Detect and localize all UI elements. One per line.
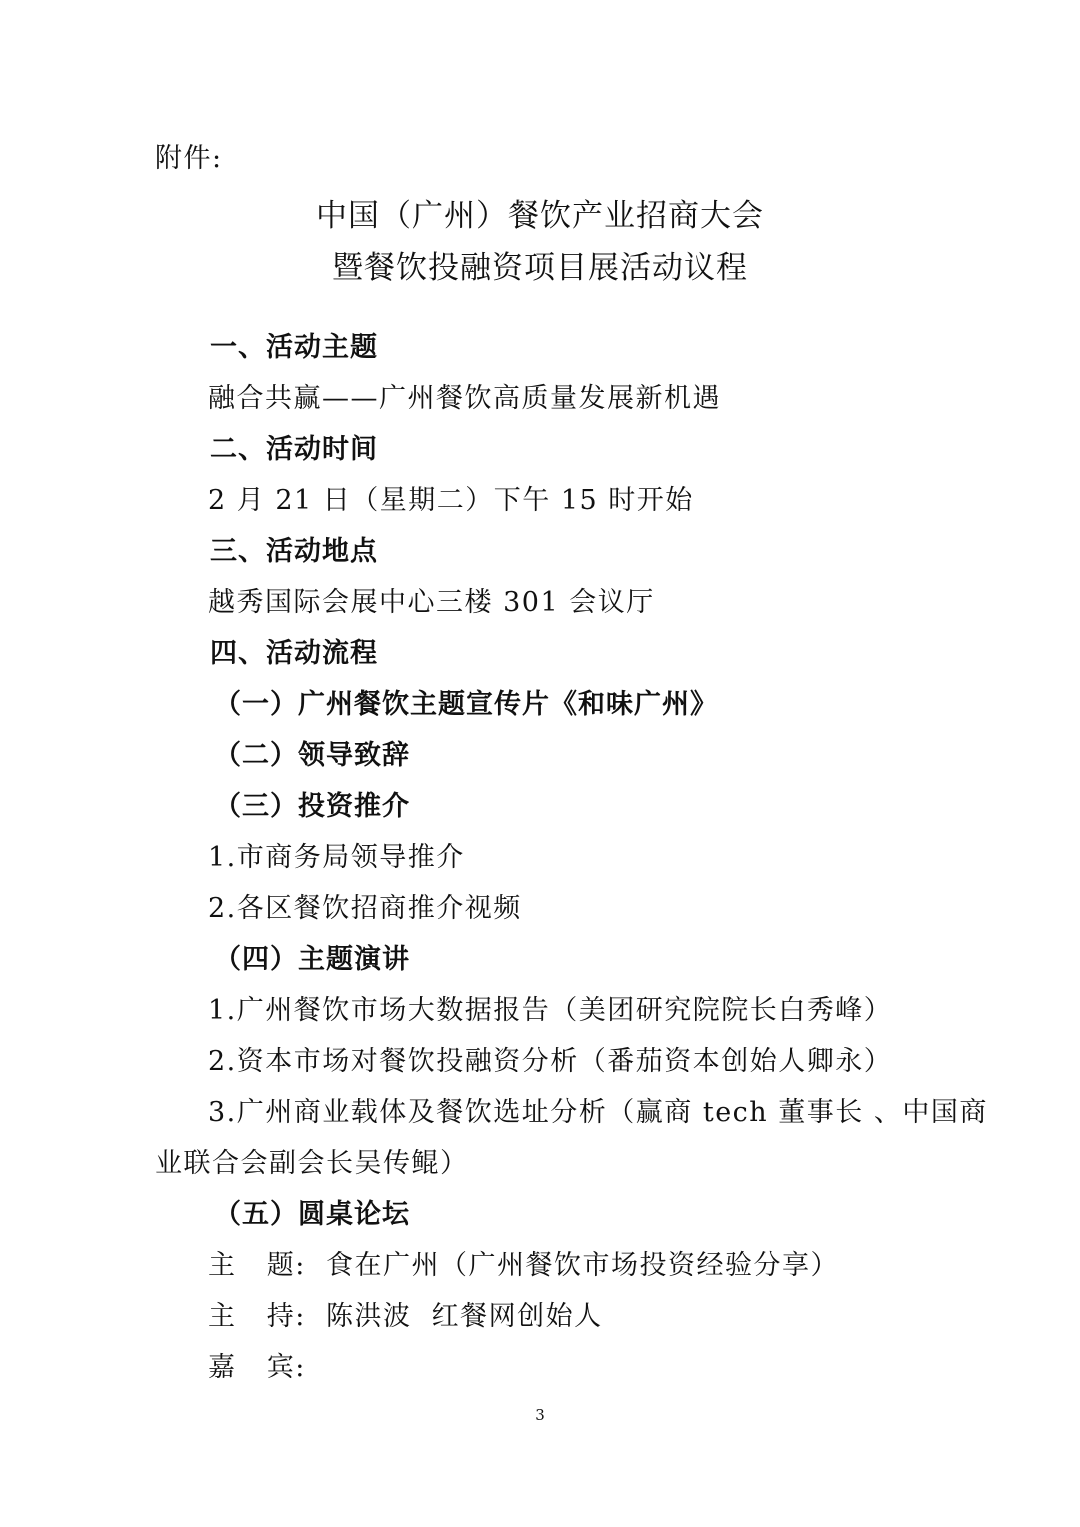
section-heading-process: 四、活动流程 [210, 638, 378, 669]
section-heading-location: 三、活动地点 [210, 536, 378, 567]
theme-text: 融合共赢——广州餐饮高质量发展新机遇 [208, 383, 721, 414]
forum-topic: 主 题: 食在广州（广州餐饮市场投资经验分享） [208, 1250, 840, 1281]
process-part-3-item: 1.市商务局领导推介 [208, 842, 465, 873]
page-number: 3 [535, 1406, 545, 1424]
document-title-line-2: 暨餐饮投融资项目展活动议程 [332, 250, 748, 286]
process-part-2: （二）领导致辞 [214, 740, 410, 771]
process-part-5: （五）圆桌论坛 [214, 1199, 410, 1230]
process-part-3: （三）投资推介 [214, 791, 410, 822]
process-part-4: （四）主题演讲 [214, 944, 410, 975]
process-part-3-item: 2.各区餐饮招商推介视频 [208, 893, 522, 924]
section-heading-theme: 一、活动主题 [210, 332, 378, 363]
process-part-1: （一）广州餐饮主题宣传片《和味广州》 [214, 689, 718, 720]
forum-guests: 嘉 宾: [208, 1352, 306, 1383]
process-part-4-item-continued: 业联合会副会长吴传鲲） [155, 1148, 469, 1179]
attachment-label: 附件: [155, 143, 223, 174]
document-title-line-1: 中国（广州）餐饮产业招商大会 [316, 198, 764, 234]
forum-host: 主 持: 陈洪波 红餐网创始人 [208, 1301, 603, 1332]
section-heading-time: 二、活动时间 [210, 434, 378, 465]
location-text: 越秀国际会展中心三楼 301 会议厅 [208, 587, 655, 618]
process-part-4-item: 3.广州商业载体及餐饮选址分析（赢商 tech 董事长 、中国商 [208, 1097, 988, 1128]
time-text: 2 月 21 日（星期二）下午 15 时开始 [208, 485, 694, 516]
process-part-4-item: 2.资本市场对餐饮投融资分析（番茄资本创始人卿永） [208, 1046, 893, 1077]
process-part-4-item: 1.广州餐饮市场大数据报告（美团研究院院长白秀峰） [208, 995, 893, 1026]
